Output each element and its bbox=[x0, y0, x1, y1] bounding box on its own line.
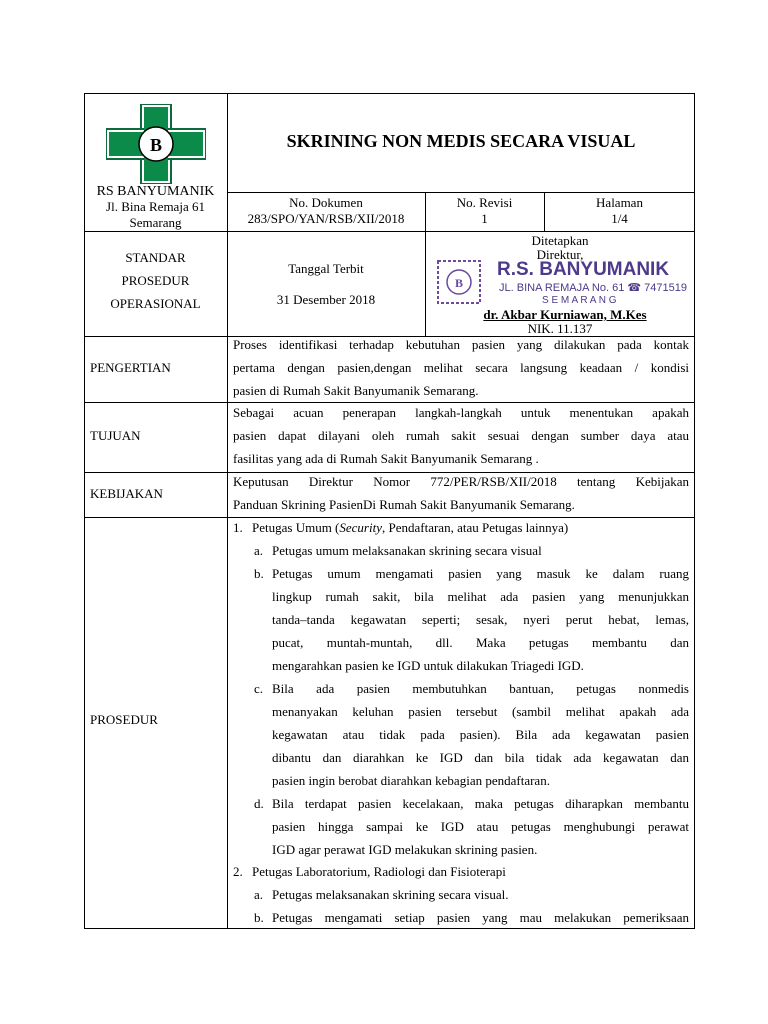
section-label-kebijakan: KEBIJAKAN bbox=[90, 486, 163, 501]
list-number: 2. bbox=[233, 864, 243, 879]
pengertian-line: pertama dengan pasien,dengan melihat secara langsung keadaan / kondisi bbox=[233, 360, 689, 375]
prosedur-item-2: Petugas Laboratorium, Radiologi dan Fisioterapi bbox=[252, 864, 506, 879]
approved-label: Ditetapkan bbox=[531, 233, 589, 248]
prosedur-1c-line: pasien ingin berobat diarahkan kebagian pendaftaran. bbox=[272, 773, 550, 788]
logo-letter: B bbox=[149, 135, 163, 155]
prosedur-item-1: Petugas Umum (Security, Pendaftaran, atau Petugas lainnya) bbox=[252, 520, 569, 535]
section-label-pengertian: PENGERTIAN bbox=[90, 360, 171, 375]
sop-line-3: OPERASIONAL bbox=[110, 296, 201, 311]
section-rule bbox=[84, 472, 695, 473]
stamp-name: R.S. BANYUMANIK bbox=[497, 259, 670, 280]
prosedur-1b-line: pucat, muntah-muntah, dll. Maka petugas membantu dan bbox=[272, 635, 689, 650]
issued-date-value: 31 Desember 2018 bbox=[276, 292, 376, 307]
tujuan-line: pasien dapat dilayani oleh rumah sakit sesuai dengan sumber daya atau bbox=[233, 428, 689, 443]
sop-line-1: STANDAR bbox=[125, 250, 186, 265]
prosedur-1c-line: dibantu dan diarahkan ke IGD dan bila tidak ada kegawatan dan bbox=[272, 750, 689, 765]
prosedur-1c-line: Bila ada pasien membutuhkan bantuan, petugas nonmedis bbox=[272, 681, 689, 696]
director-name: dr. Akbar Kurniawan, M.Kes bbox=[483, 307, 647, 322]
prosedur-1c-line: kegawatan atau tidak pada pasien). Bila ada kegawatan pasien bbox=[272, 727, 689, 742]
tujuan-line: fasilitas yang ada di Rumah Sakit Banyumanik Semarang . bbox=[233, 451, 539, 466]
tujuan-line: Sebagai acuan penerapan langkah-langkah untuk menentukan apakah bbox=[233, 405, 689, 420]
page-value: 1/4 bbox=[611, 211, 628, 226]
list-letter: b. bbox=[254, 566, 264, 581]
prosedur-2a: Petugas melaksanakan skrining secara visual. bbox=[272, 887, 509, 902]
director-nik: NIK. 11.137 bbox=[527, 321, 593, 336]
stamp-city: S E M A R A N G bbox=[542, 295, 617, 306]
hospital-logo bbox=[106, 104, 206, 184]
list-letter: b. bbox=[254, 910, 264, 925]
prosedur-1b-line: mengarahkan pasien ke IGD untuk dilakukan Triagedi IGD. bbox=[272, 658, 584, 673]
list-letter: d. bbox=[254, 796, 264, 811]
list-letter: a. bbox=[254, 887, 264, 902]
section-label-prosedur: PROSEDUR bbox=[90, 712, 158, 727]
page-label: Halaman bbox=[596, 195, 643, 210]
list-letter: c. bbox=[254, 681, 264, 696]
revision-value: 1 bbox=[481, 211, 488, 226]
list-letter: a. bbox=[254, 543, 264, 558]
issued-date-label: Tanggal Terbit bbox=[288, 261, 364, 276]
pengertian-line: pasien di Rumah Sakit Banyumanik Semarang. bbox=[233, 383, 479, 398]
section-rule bbox=[84, 402, 695, 403]
prosedur-1d-line: IGD agar perawat IGD melakukan skrining pasien. bbox=[272, 842, 538, 857]
sop-line-2: PROSEDUR bbox=[121, 273, 190, 288]
stamp-seal bbox=[436, 259, 482, 305]
prosedur-1d-line: Bila terdapat pasien kecelakaan, maka petugas diharapkan membantu bbox=[272, 796, 689, 811]
section-label-tujuan: TUJUAN bbox=[90, 428, 141, 443]
revision-label: No. Revisi bbox=[456, 195, 513, 210]
kebijakan-line: Keputusan Direktur Nomor 772/PER/RSB/XII/2018 tentang Kebijakan bbox=[233, 474, 689, 489]
approved-role: Direktur, bbox=[536, 247, 584, 262]
prosedur-1b-line: tanda–tanda kegawatan seperti; sesak, nyeri perut hebat, lemas, bbox=[272, 612, 689, 627]
hospital-city: Semarang bbox=[129, 215, 182, 230]
doc-number-value: 283/SPO/YAN/RSB/XII/2018 bbox=[247, 211, 405, 226]
kebijakan-line: Panduan Skrining PasienDi Rumah Sakit Banyumanik Semarang. bbox=[233, 497, 575, 512]
page-title: SKRINING NON MEDIS SECARA VISUAL bbox=[286, 131, 636, 151]
stamp-address: JL. BINA REMAJA No. 61 ☎ 7471519 bbox=[499, 282, 687, 294]
prosedur-1d-line: pasien hingga sampai ke IGD atau petugas menghubungi perawat bbox=[272, 819, 689, 834]
header-rule bbox=[227, 192, 695, 193]
section-rule bbox=[84, 517, 695, 518]
prosedur-2b: Petugas mengamati setiap pasien yang mau melakukan pemeriksaan bbox=[272, 910, 689, 925]
prosedur-1b-line: Petugas umum mengamati pasien yang masuk ke dalam ruang bbox=[272, 566, 689, 581]
pengertian-line: Proses identifikasi terhadap kebutuhan pasien yang dilakukan pada kontak bbox=[233, 337, 689, 352]
prosedur-1c-line: menanyakan keluhan pasien tersebut (sambil melihat apakah ada bbox=[272, 704, 689, 719]
list-number: 1. bbox=[233, 520, 243, 535]
prosedur-1b-line: lingkup rumah sakit, bila melihat ada pasien yang menunjukkan bbox=[272, 589, 689, 604]
hospital-name: RS BANYUMANIK bbox=[96, 184, 215, 199]
doc-number-label: No. Dokumen bbox=[289, 195, 363, 210]
header-rule bbox=[84, 231, 695, 232]
hospital-address: Jl. Bina Remaja 61 bbox=[106, 199, 205, 214]
stamp-letter: B bbox=[454, 276, 464, 290]
prosedur-1a: Petugas umum melaksanakan skrining secara visual bbox=[272, 543, 542, 558]
